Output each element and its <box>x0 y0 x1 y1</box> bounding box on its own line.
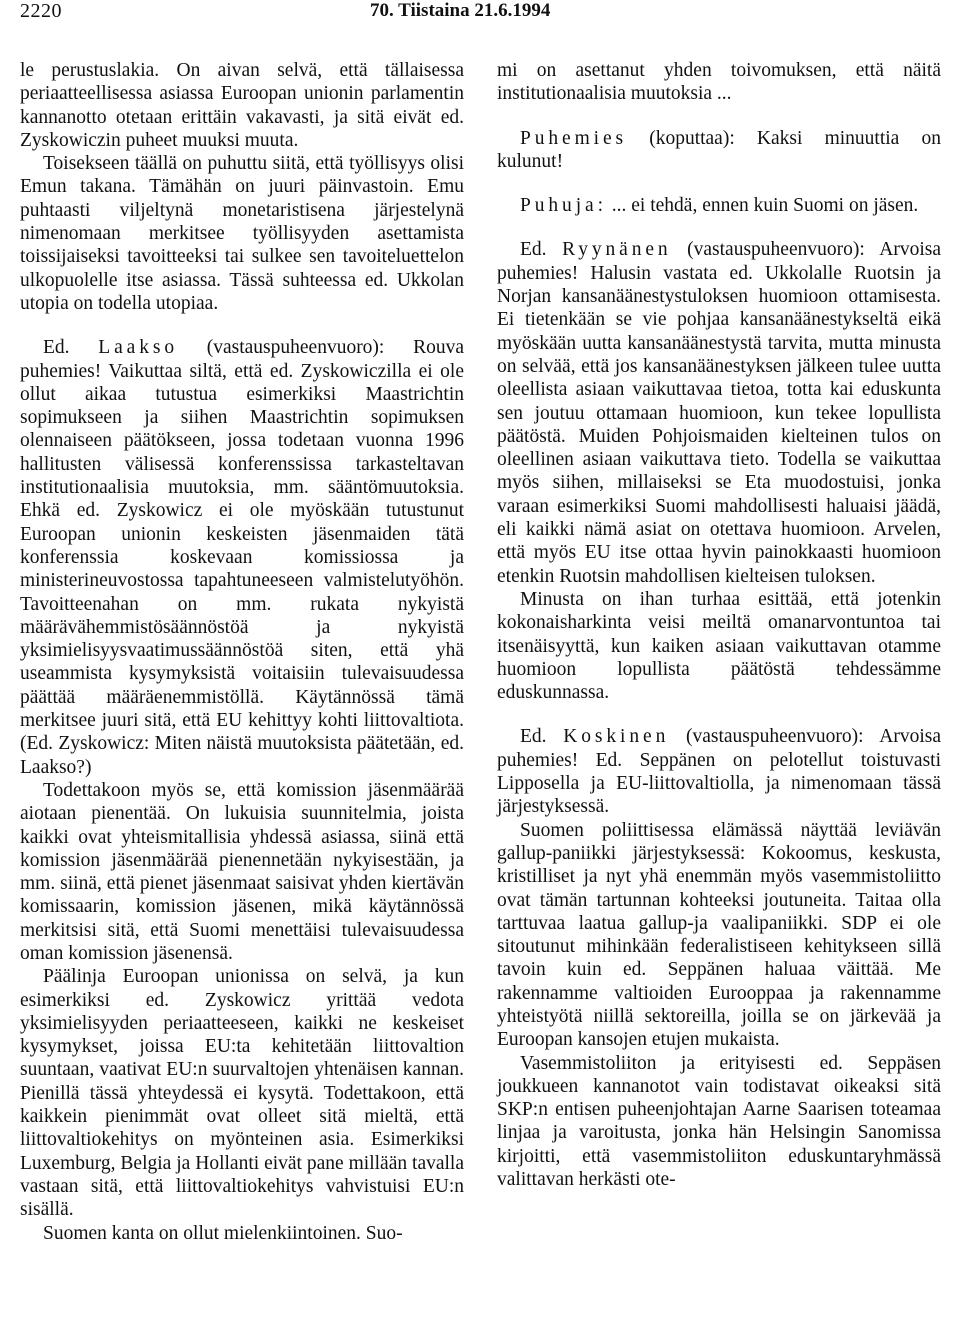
speech-text: (vastauspuheenvuoro): Arvoisa puhemies! Halusin vastata ed. Ukkolalle Ruotsin ja Norjan kansanäänestystuloksen huomioon ottamisesta. Ei tietenkään se vie pohjaa kansanäänestykseltä eikä myöskään uutta kansanäänestystä tarvita, mutta minusta on selvää, että jos kansanäänestyksen jälkeen tulee uutta oleellista asiaan vaikuttavaa tietoa, totta kai eduskunta sen joutuu ottamaan huomioon, kun tekee lopullista päätöstä. Muiden Pohjoismaiden kielteinen tulos on oleellinen asiaan vaikuttava tieto. Todella se vaikuttaa myös siihen, millaiseksi se Eta muodostuisi, jonka varaan esimerkiksi Suomi mahdollisesti haluaisi jäädä, eli kaikki nämä asiat on otettava huomioon. Arvelen, että myös EU itse ottaa hyvin painokkaasti huomioon etenkin Ruotsin mahdollisen kielteisen tuloksen. <box>497 239 941 587</box>
paragraph: Suomen poliittisessa elämässä näyttää leviävän gallup-paniikki järjestyksessä: Kokoomus, keskusta, kristilliset ja nyt yhä enemmän myös vasemmistoliitto ovat tämän tartunnan kohteeksi joutuneita. Taitaa olla tarttuvaa laatua gallup-ja vaalipaniikki. SDP ei ole sitoutunut mihinkään federalistiseen kehitykseen sillä tavoin kuin ed. Seppänen haluaa väittää. Me rakennamme valtioiden Eurooppaa ja rakennamme yhteistyötä niillä sektoreilla, joilla se on järkevää ja Euroopan kansojen etujen mukaista. <box>497 819 941 1051</box>
page-number: 2220 <box>20 0 62 22</box>
left-column <box>20 59 464 1245</box>
speaker-prefix: Ed. <box>43 337 99 359</box>
speaker-prefix: Ed. <box>520 726 564 748</box>
speech-text: (vastauspuheenvuoro): Arvoisa puhemies! Ed. Seppänen on pelotellut toistuvasti Lipposella ja EU-liittovaltiolla, ja nimenomaan tässä järjestyksessä. <box>497 726 941 818</box>
speech-paragraph <box>497 194 941 217</box>
speech-paragraph <box>497 127 941 174</box>
speech-paragraph <box>497 238 941 587</box>
speech-text: (vastauspuheenvuoro): Rouva puhemies! Vaikuttaa siltä, että ed. Zyskowiczilla ei ole ollut aikaa tutustua esimerkiksi Maastrichtin sopimukseen ja siihen Maastrichtin sopimuksen olennaiseen päätökseen, jossa todetaan vuonna 1996 hallitusten välisessä konferenssissa tarkasteltavan institutionaalisia muutoksia, mm. sääntömuutoksia. Ehkä ed. Zyskowicz ei ole myöskään tutustunut Euroopan unionin keskeisten jäsenmaiden tätä konferenssia koskevaan komissiossa ja ministerineuvostossa tapahtuneeseen valmistelutyöhön. Tavoitteenahan on mm. rukata nykyistä määrävähemmistösäännöstöä ja nykyistä yksimielisyysvaatimussäännöstöä siten, että yhä useammista kysymyksistä voitaisiin tulevaisuudessa päättää määräenemmistöllä. Käytännössä tämä merkitsee juuri sitä, että EU kehittyy kohti liittovaltiota. (Ed. Zyskowicz: Miten näistä muutoksista päätetään, ed. Laakso?) <box>20 337 464 778</box>
speaker-prefix: Ed. <box>520 239 563 261</box>
speaker-name: Koskinen <box>563 726 670 748</box>
paragraph: Päälinja Euroopan unionissa on selvä, ja kun esimerkiksi ed. Zyskowicz yrittää vedota yksimielisyyden periaatteeseen, kaikki ne keskeiset kysymykset, joissa EU:ta kehitetään liittovaltion suuntaan, vaativat EU:n suurvaltojen yhtenäisen kannan. Pienillä tässä yhteydessä ei kysytä. Todettakoon, että kaikkein pienimmät ovat olleet sitä mieltä, että liittovaltiokehitys on myönteinen asia. Esimerkiksi Luxemburg, Belgia ja Hollanti eivät pane millään tavalla vastaan sitä, että liittovaltiokehitys vahvistuisi EU:n sisällä. <box>20 966 464 1221</box>
speech-text: ... ei tehdä, ennen kuin Suomi on jäsen. <box>606 195 919 217</box>
speaker-name: Laakso <box>98 337 178 359</box>
speech-paragraph <box>497 725 941 818</box>
page-header <box>0 0 960 30</box>
speech-paragraph <box>20 336 464 779</box>
paragraph: Vasemmistoliiton ja erityisesti ed. Seppäsen joukkueen kannanotot vain todistavat oikeaksi sitä SKP:n entisen puheenjohtajan Aarne Saarisen toteamaa linjaa ja varoitusta, jonka hän Helsingin Sanomissa kirjoitti, että vasemmistoliiton eduskuntaryhmässä valittavan herkästi ote- <box>497 1052 941 1191</box>
paragraph: Toisekseen täällä on puhuttu siitä, että työllisyys olisi Emun takana. Tämähän on juuri päinvastoin. Emu puhtaasti viljeltynä monetaristisena järjestelynä nimenomaan merkitsee työllisyyden asettamista toissijaiseksi tavoitteeksi tai sulkee sen tavoiteluettelon ulkopuolelle itse asiassa. Tässä suhteessa ed. Ukkolan utopia on todella utopiaa. <box>20 153 464 314</box>
paragraph: Suomen kanta on ollut mielenkiintoinen. Suo- <box>43 1222 403 1244</box>
speaker-name: Ryynänen <box>562 239 672 261</box>
paragraph: mi on asettanut yhden toivomuksen, että näitä institutionaalisia muutoksia ... <box>497 60 941 105</box>
paragraph: le perustuslakia. On aivan selvä, että tällaisessa periaatteellisessa asiassa Euroopan unionin parlamentin kannanotto otetaan erittäin vakavasti, ja sitä eivät ed. Zyskowiczin puheet muuksi muuta. <box>20 60 464 151</box>
speaker-name: Puhuja: <box>520 195 607 217</box>
session-date-title: 70. Tiistaina 21.6.1994 <box>370 0 551 21</box>
speech-text: (koputtaa): Kaksi minuuttia on kulunut! <box>497 127 941 172</box>
paragraph: Todettakoon myös se, että komission jäsenmäärää aiotaan pienentää. On lukuisia suunnitelmia, joista kaikki ovat yhteismitallisia yhdessä asiassa, siinä että komission jäsenmäärää pienennetään nykyisestään, ja mm. siinä, että pienet jäsenmaat saisivat yhden kiertävän komissaarin, komission jäsenen, mikä käytännössä merkitsisi sitä, että Suomi menettäisi tulevaisuudessa oman komission jäsenensä. <box>20 779 464 964</box>
right-column <box>497 59 941 1191</box>
speaker-name: Puhemies <box>520 127 628 149</box>
paragraph: Minusta on ihan turhaa esittää, että jotenkin kokonaisharkinta veisi meiltä omanarvontuntoa tai itsenäisyyttä, kun kaiken asiaan vaikuttavan otamme huomioon lopullista päätöstä tehdessämme eduskunnassa. <box>497 588 941 704</box>
